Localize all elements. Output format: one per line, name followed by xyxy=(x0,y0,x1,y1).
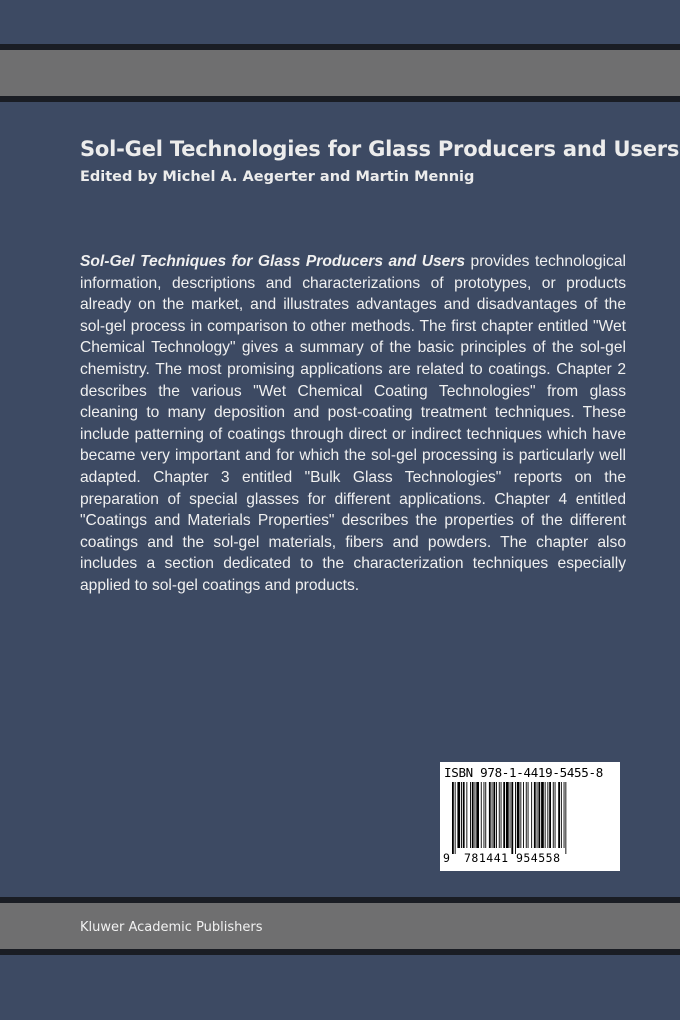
top-band xyxy=(0,50,680,96)
barcode-bar xyxy=(461,782,462,848)
barcode-bar xyxy=(511,782,513,854)
barcode-bar xyxy=(499,782,500,848)
barcode-bar xyxy=(503,782,505,848)
barcode-bar xyxy=(564,782,565,848)
book-editors: Edited by Michel A. Aegerter and Martin Mennig xyxy=(80,169,475,185)
barcode-bar xyxy=(476,782,479,848)
barcode-bar xyxy=(455,782,456,854)
barcode-bar xyxy=(485,782,486,848)
barcode-bar xyxy=(528,782,529,848)
barcode-bar xyxy=(492,782,493,848)
top-band-edge-lower xyxy=(0,96,680,102)
barcode-bar xyxy=(506,782,509,848)
book-title: Sol-Gel Technologies for Glass Producers and Users xyxy=(80,137,680,161)
barcode-bar xyxy=(493,782,495,848)
barcode-bar xyxy=(496,782,497,848)
barcode-bar xyxy=(549,782,551,848)
barcode-bar xyxy=(555,782,556,848)
barcode-bars xyxy=(452,782,612,854)
blurb-body: provides technological information, descriptions and characterizations of prototypes, or products already on the market, and illustrates advantages and disadvantages of the sol-gel process in comparison to other methods. The first chapter entitled "Wet Chemical Technology" gives a summary of the basic principles of the sol-gel chemistry. The most promising applications are related to coatings. Chapter 2 describes the various "Wet Chemical Coating Technologies" from glass cleaning to many deposition and post-coating treatment techniques. These include patterning of coatings through direct or indirect techniques which have became very important and for which the sol-gel processing is particularly well adapted. Chapter 3 entitled "Bulk Glass Technologies" reports on the preparation of special glasses for different applications. Chapter 4 entitled "Coatings and Materials Properties" describes the properties of the different coatings and the sol-gel materials, fibers and powders. The chapter also includes a section dedicated to the characterization techniques especially applied to sol-gel coatings and products. xyxy=(80,253,626,594)
barcode-bar xyxy=(489,782,491,848)
barcode-bar xyxy=(558,782,560,848)
barcode-bar xyxy=(515,782,516,854)
ean-digits: 781441 954558 xyxy=(464,851,561,865)
barcode-bar xyxy=(545,782,546,848)
barcode-bar xyxy=(466,782,467,848)
back-cover-blurb xyxy=(80,251,626,597)
blurb-lead-title: Sol-Gel Techniques for Glass Producers and Users xyxy=(80,253,466,270)
barcode-bar xyxy=(472,782,474,848)
barcode-bar xyxy=(457,782,460,848)
barcode-bar xyxy=(501,782,502,848)
barcode-bar xyxy=(510,782,511,848)
barcode-bar xyxy=(463,782,465,848)
barcode-bar xyxy=(475,782,476,848)
ean-first-digit: 9 xyxy=(443,851,450,865)
barcode-bar xyxy=(553,782,554,848)
barcode-bar xyxy=(538,782,540,848)
barcode-bar xyxy=(484,782,485,848)
publisher-name: Kluwer Academic Publishers xyxy=(80,920,263,935)
barcode-bar xyxy=(523,782,524,848)
barcode-bar xyxy=(547,782,548,848)
barcode-bar xyxy=(537,782,538,848)
barcode-bar xyxy=(470,782,471,848)
isbn-barcode xyxy=(440,762,620,871)
barcode-bar xyxy=(517,782,520,848)
barcode-bar xyxy=(531,782,532,848)
barcode-bar xyxy=(541,782,544,848)
barcode-bar xyxy=(561,782,562,848)
barcode-bar xyxy=(565,782,566,854)
bottom-band-edge-lower xyxy=(0,949,680,955)
barcode-bar xyxy=(481,782,482,848)
barcode-bar xyxy=(452,782,454,854)
barcode-bar xyxy=(520,782,521,848)
barcode-bar xyxy=(534,782,536,848)
barcode-bar xyxy=(526,782,527,848)
isbn-label: ISBN 978-1-4419-5455-8 xyxy=(444,765,603,780)
